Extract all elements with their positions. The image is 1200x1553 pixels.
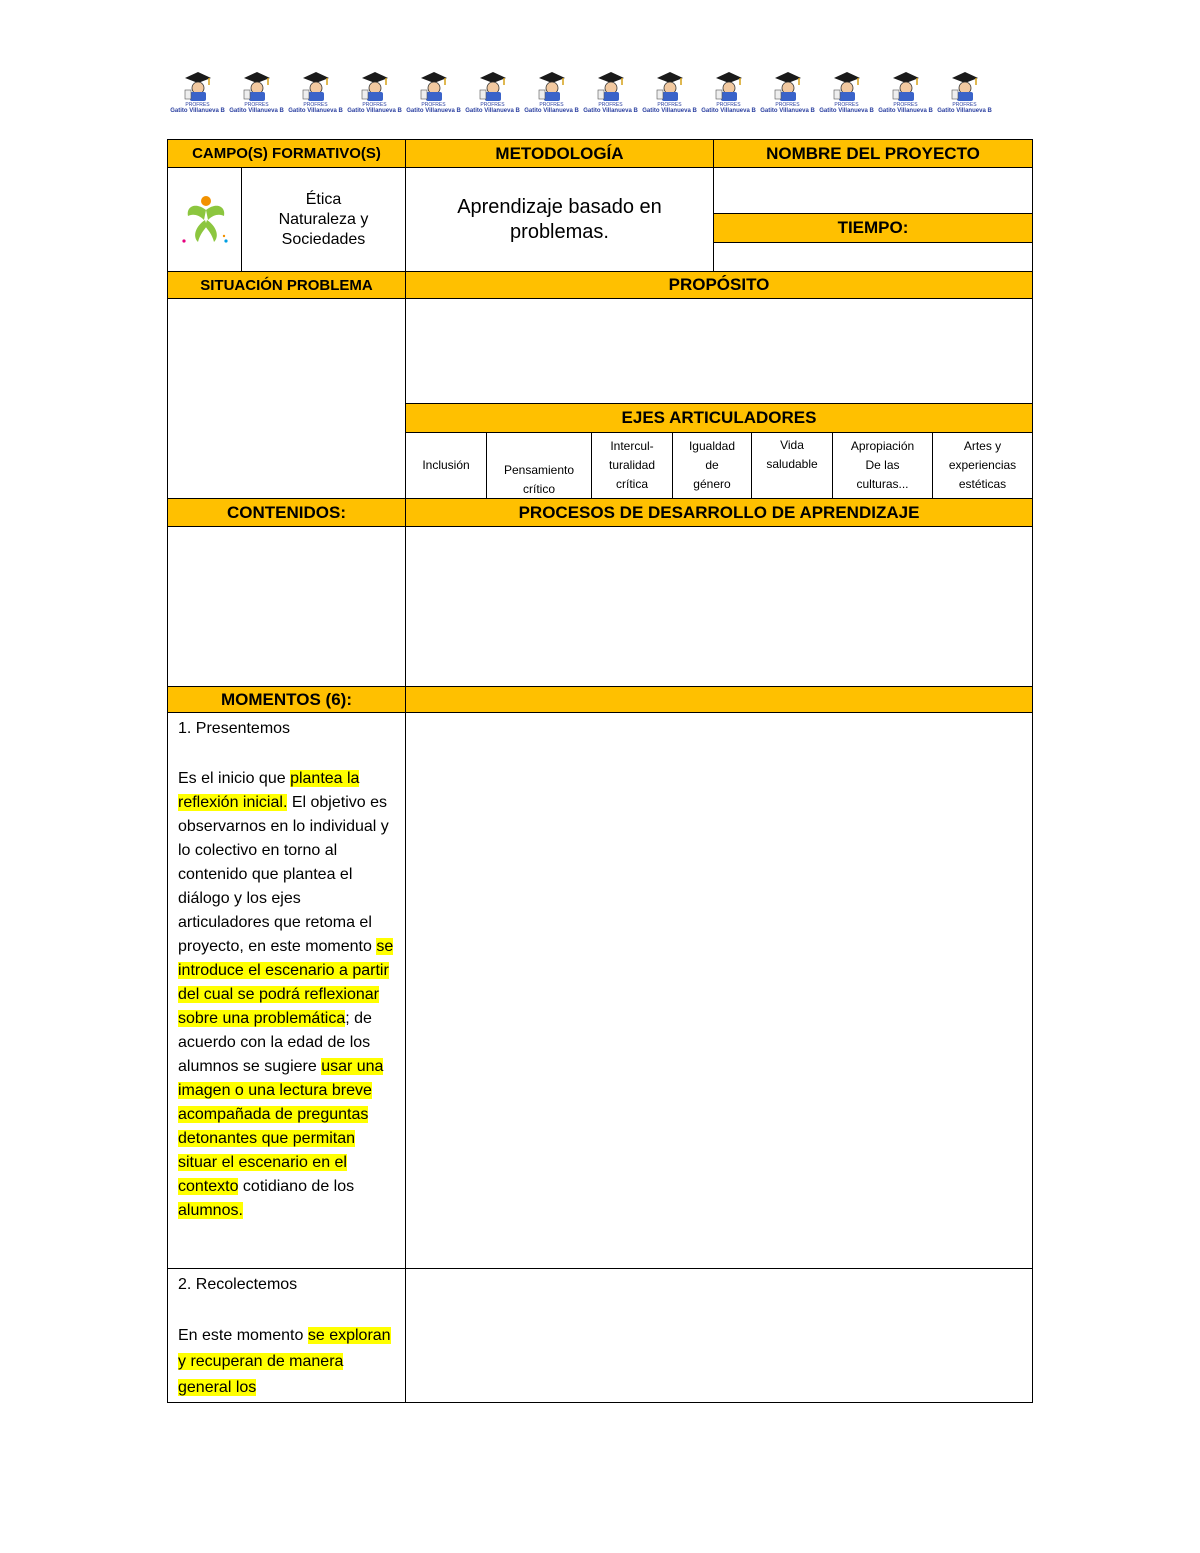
- logo-caption-top: PROFRES: [244, 102, 269, 108]
- graduate-logo-icon: [758, 70, 817, 118]
- eje-apropiacion-culturas: Apropiación De las culturas...: [832, 432, 933, 499]
- body-text: En este momento: [178, 1327, 308, 1344]
- graduate-logo-icon: [227, 70, 286, 118]
- logo-caption-top: PROFRES: [775, 102, 800, 108]
- highlighted-text: se exploran y recuperan de manera general los: [178, 1327, 391, 1396]
- campos-formativos-value: Ética Naturaleza y Sociedades: [241, 167, 406, 272]
- logo-caption-bottom: Gatito Villanueva B: [406, 108, 461, 114]
- momentos-header-blank: [405, 686, 1033, 713]
- graduate-logo-icon: [463, 70, 522, 118]
- momento-1-title: 1. Presentemos: [178, 720, 291, 737]
- proposito-value[interactable]: [405, 298, 1033, 404]
- momento-2-content[interactable]: [405, 1268, 1033, 1403]
- highlighted-text: usar una imagen o una lectura breve acompañada de preguntas detonantes que permitan situar el escenario en el contexto: [178, 1058, 384, 1195]
- momento-2-cell: [167, 1268, 406, 1403]
- logo-caption-top: PROFRES: [539, 102, 564, 108]
- graduate-logo-icon: [876, 70, 935, 118]
- logo-caption-top: PROFRES: [185, 102, 210, 108]
- logo-caption-bottom: Gatito Villanueva B: [819, 108, 874, 114]
- graduate-logo-icon: [581, 70, 640, 118]
- momento-2-text: [178, 1323, 395, 1401]
- logo-caption-top: PROFRES: [716, 102, 741, 108]
- graduate-logo-icon: [699, 70, 758, 118]
- body-text: El objetivo es observarnos en lo individual y lo colectivo en torno al contenido que plantea el diálogo y los ejes articuladores que retoma el proyecto, en este momento: [178, 794, 389, 955]
- eje-inclusion: Inclusión: [405, 432, 487, 499]
- situacion-problema-value[interactable]: [167, 298, 406, 499]
- header-logo-strip: [168, 70, 994, 118]
- logo-caption-bottom: Gatito Villanueva B: [465, 108, 520, 114]
- metodologia-value: Aprendizaje basado en problemas.: [405, 167, 714, 272]
- graduate-logo-icon: [640, 70, 699, 118]
- eje-artes-experiencias: Artes y experiencias estéticas: [932, 432, 1033, 499]
- nem-logo-icon: [178, 192, 234, 252]
- graduate-logo-icon: [817, 70, 876, 118]
- proposito-header: PROPÓSITO: [405, 271, 1033, 299]
- logo-caption-bottom: Gatito Villanueva B: [170, 108, 225, 114]
- eje-igualdad-genero: Igualdad de género: [672, 432, 752, 499]
- body-text: Es el inicio que: [178, 770, 291, 787]
- ejes-articuladores-header: EJES ARTICULADORES: [405, 403, 1033, 433]
- logo-caption-bottom: Gatito Villanueva B: [760, 108, 815, 114]
- eje-interculturalidad-critica: Intercul- turalidad crítica: [591, 432, 673, 499]
- logo-caption-bottom: Gatito Villanueva B: [937, 108, 992, 114]
- momento-2-title: 2. Recolectemos: [178, 1276, 298, 1293]
- logo-caption-bottom: Gatito Villanueva B: [878, 108, 933, 114]
- momento-1-content[interactable]: [405, 712, 1033, 1269]
- eje-vida-saludable: Vida saludable: [751, 432, 833, 499]
- graduate-logo-icon: [522, 70, 581, 118]
- situacion-problema-header: SITUACIÓN PROBLEMA: [167, 271, 406, 299]
- logo-caption-bottom: Gatito Villanueva B: [229, 108, 284, 114]
- procesos-header: PROCESOS DE DESARROLLO DE APRENDIZAJE: [405, 498, 1033, 527]
- logo-caption-top: PROFRES: [303, 102, 328, 108]
- highlighted-text: alumnos.: [178, 1202, 243, 1219]
- logo-caption-top: PROFRES: [834, 102, 859, 108]
- logo-caption-bottom: Gatito Villanueva B: [347, 108, 402, 114]
- body-text: ; de acuerdo con la edad de los alumnos se sugiere: [178, 1010, 372, 1075]
- campo-logo-cell: [167, 167, 242, 272]
- nombre-proyecto-value[interactable]: [713, 167, 1033, 214]
- logo-caption-top: PROFRES: [598, 102, 623, 108]
- logo-caption-top: PROFRES: [952, 102, 977, 108]
- logo-caption-top: PROFRES: [893, 102, 918, 108]
- procesos-value[interactable]: [405, 526, 1033, 687]
- momento-1-cell: [167, 712, 406, 1269]
- contenidos-value[interactable]: [167, 526, 406, 687]
- graduate-logo-icon: [935, 70, 994, 118]
- momentos-header: MOMENTOS (6):: [167, 686, 406, 713]
- tiempo-header: TIEMPO:: [713, 213, 1033, 243]
- contenidos-header: CONTENIDOS:: [167, 498, 406, 527]
- logo-caption-top: PROFRES: [362, 102, 387, 108]
- graduate-logo-icon: [404, 70, 463, 118]
- logo-caption-bottom: Gatito Villanueva B: [288, 108, 343, 114]
- logo-caption-top: PROFRES: [657, 102, 682, 108]
- tiempo-value[interactable]: [713, 242, 1033, 272]
- logo-caption-bottom: Gatito Villanueva B: [583, 108, 638, 114]
- logo-caption-top: PROFRES: [480, 102, 505, 108]
- metodologia-header: METODOLOGÍA: [405, 139, 714, 168]
- nombre-proyecto-header: NOMBRE DEL PROYECTO: [713, 139, 1033, 168]
- highlighted-text: se introduce el escenario a partir del cual se podrá reflexionar sobre una problemática: [178, 938, 394, 1027]
- graduate-logo-icon: [168, 70, 227, 118]
- logo-caption-bottom: Gatito Villanueva B: [642, 108, 697, 114]
- logo-caption-bottom: Gatito Villanueva B: [524, 108, 579, 114]
- eje-pensamiento-critico: Pensamiento crítico: [486, 432, 592, 499]
- momento-1-text: [178, 767, 395, 1223]
- logo-caption-bottom: Gatito Villanueva B: [701, 108, 756, 114]
- campos-formativos-header: CAMPO(S) FORMATIVO(S): [167, 139, 406, 168]
- logo-caption-top: PROFRES: [421, 102, 446, 108]
- graduate-logo-icon: [286, 70, 345, 118]
- body-text: cotidiano de los: [238, 1178, 355, 1195]
- highlighted-text: plantea la reflexión inicial.: [178, 770, 360, 811]
- graduate-logo-icon: [345, 70, 404, 118]
